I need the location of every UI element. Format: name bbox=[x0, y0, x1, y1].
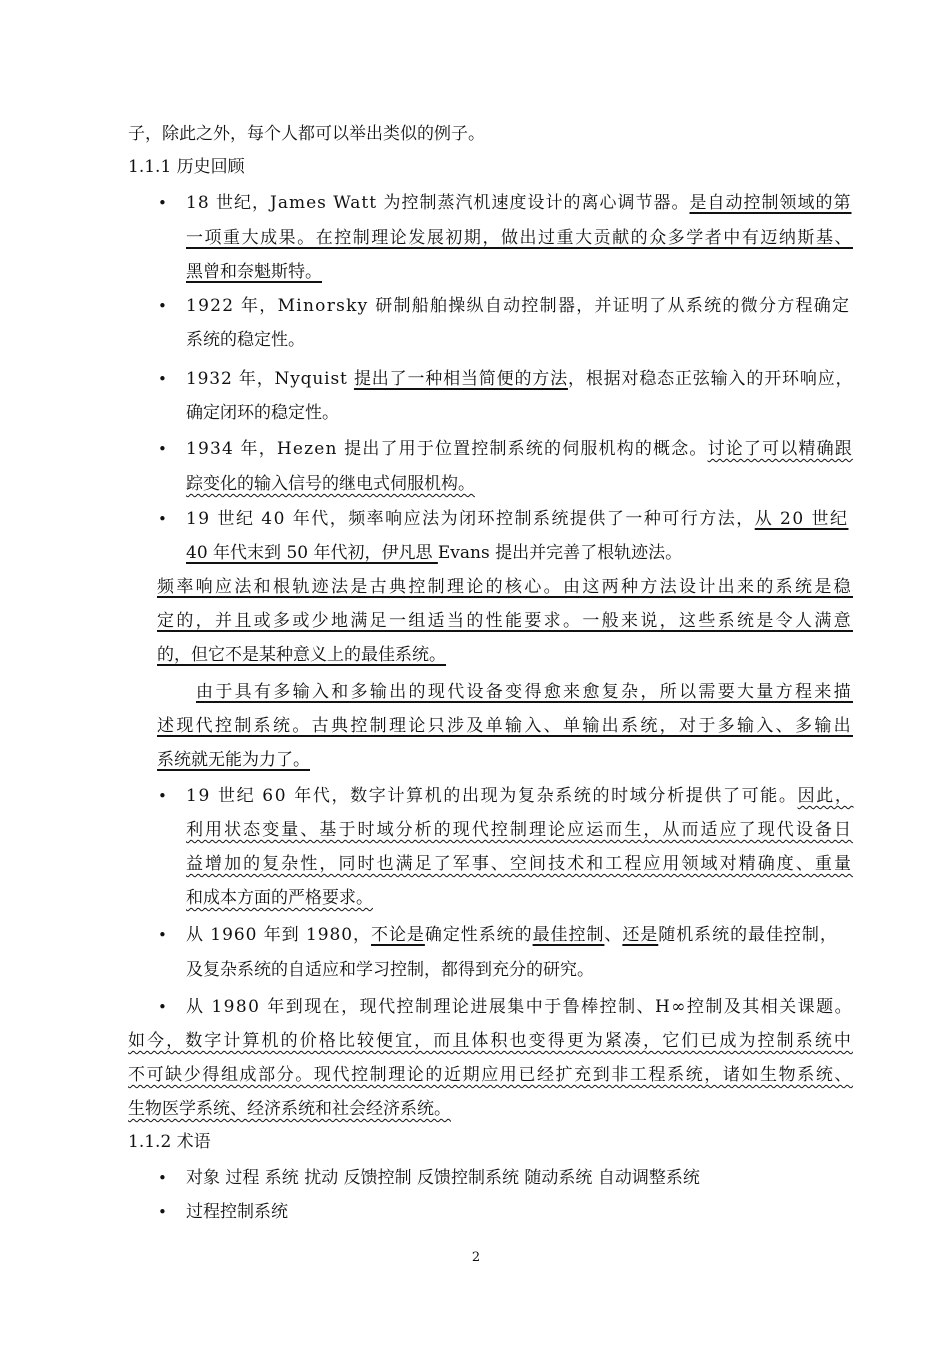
wavy-underlined-text: 益增加的复杂性，同时也满足了军事、空间技术和工程应用领域对精确度、重量 bbox=[186, 854, 853, 874]
underlined-text: 的，但它不是某种意义上的最佳系统。 bbox=[157, 645, 446, 665]
wavy-underlined-text: 因此， bbox=[797, 786, 854, 806]
bullet-icon: • bbox=[158, 510, 167, 528]
text-line bbox=[186, 260, 322, 284]
text-line bbox=[157, 643, 446, 667]
text-segment: 从 1980 年到现在，现代控制理论进展集中于鲁棒控制、H∞控制及其相关课题。 bbox=[186, 997, 854, 1017]
text-segment: 对象 过程 系统 扰动 反馈控制 反馈控制系统 随动系统 自动调整系统 bbox=[186, 1168, 700, 1188]
text-line bbox=[186, 818, 853, 842]
underlined-text: 提出了一种相当简便的方法 bbox=[353, 369, 568, 389]
text-line bbox=[186, 1200, 288, 1224]
underlined-text: 40 年代末到 50 年代初，伊凡思 bbox=[186, 543, 438, 563]
text-line bbox=[186, 226, 853, 250]
bullet-icon: • bbox=[158, 440, 167, 458]
underlined-text: 述现代控制系统。古典控制理论只涉及单输入、单输出系统，对于多输入、多输出 bbox=[157, 716, 853, 736]
bullet-icon: • bbox=[158, 370, 167, 388]
text-line bbox=[186, 507, 848, 531]
text-segment: 19 世纪 40 年代，频率响应法为闭环控制系统提供了一种可行方法， bbox=[186, 509, 755, 529]
text-line bbox=[157, 748, 310, 772]
text-segment: 从 1960 年到 1980， bbox=[186, 925, 372, 945]
text-line bbox=[186, 886, 373, 910]
text-segment: ，根据对稳态正弦输入的开环响应， bbox=[567, 369, 854, 389]
text-segment: Evans 提出并完善了根轨迹法。 bbox=[437, 543, 683, 563]
bullet-icon: • bbox=[158, 1169, 167, 1187]
underlined-text: 定的，并且或多或少地满足一组适当的性能要求。一般来说，这些系统是令人满意 bbox=[157, 611, 853, 631]
text-line bbox=[128, 1029, 853, 1053]
text-line bbox=[186, 191, 852, 215]
text-segment: 1932 年，Nyquist bbox=[186, 369, 354, 389]
bullet-icon: • bbox=[158, 998, 167, 1016]
text-segment: 随机系统的最佳控制， bbox=[658, 925, 838, 945]
underlined-text: 由于具有多输入和多输出的现代设备变得愈来愈复杂，所以需要大量方程来描 bbox=[196, 682, 853, 702]
text-segment: 及复杂系统的自适应和学习控制，都得到充分的研究。 bbox=[186, 960, 594, 980]
wavy-underlined-text: 不可缺少得组成部分。现代控制理论的近期应用已经扩充到非工程系统，诸如生物系统、 bbox=[128, 1065, 853, 1085]
text-line bbox=[186, 367, 853, 391]
text-line bbox=[128, 122, 485, 146]
text-line bbox=[186, 472, 475, 496]
bullet-icon: • bbox=[158, 194, 167, 212]
text-segment: 18 世纪，James Watt 为控制蒸汽机速度设计的离心调节器。 bbox=[186, 193, 690, 213]
text-line bbox=[128, 155, 245, 179]
bullet-icon: • bbox=[158, 1203, 167, 1221]
text-segment: 19 世纪 60 年代，数字计算机的出现为复杂系统的时域分析提供了可能。 bbox=[186, 786, 798, 806]
underlined-text: 系统就无能为力了。 bbox=[157, 750, 310, 770]
underlined-text: 一项重大成果。在控制理论发展初期，做出过重大贡献的众多学者中有迈纳斯基、 bbox=[186, 228, 853, 248]
underlined-text: 是自动控制领域的第 bbox=[689, 193, 852, 213]
text-line bbox=[196, 680, 853, 704]
text-line bbox=[186, 784, 854, 808]
text-segment: 1.1.2 术语 bbox=[128, 1132, 211, 1152]
underlined-text: 从 20 世纪 bbox=[754, 509, 849, 529]
wavy-underlined-text: 和成本方面的严格要求。 bbox=[186, 888, 373, 908]
wavy-underlined-text: 利用状态变量、基于时域分析的现代控制理论应运而生，从而适应了现代设备日 bbox=[186, 820, 853, 840]
bullet-icon: • bbox=[158, 787, 167, 805]
text-line bbox=[186, 328, 305, 352]
text-segment: 系统的稳定性。 bbox=[186, 330, 305, 350]
text-segment: 子，除此之外，每个人都可以举出类似的例子。 bbox=[128, 124, 485, 144]
text-segment: 确定性系统的 bbox=[424, 925, 533, 945]
text-line bbox=[186, 923, 838, 947]
wavy-underlined-text: 讨论了可以精确跟 bbox=[707, 439, 853, 459]
text-segment: 1.1.1 历史回顾 bbox=[128, 157, 245, 177]
text-line bbox=[128, 1130, 211, 1154]
underlined-text: 最佳控制 bbox=[532, 925, 605, 945]
text-line bbox=[128, 1063, 853, 1087]
wavy-underlined-text: 生物医学系统、经济系统和社会经济系统。 bbox=[128, 1099, 451, 1119]
underlined-text: 黑曾和奈魁斯特。 bbox=[186, 262, 322, 282]
page-number: 2 bbox=[471, 1250, 481, 1265]
text-line bbox=[157, 575, 853, 599]
text-line bbox=[186, 541, 682, 565]
underlined-text: 还是 bbox=[622, 925, 659, 945]
text-segment: 1922 年，Minorsky 研制船舶操纵自动控制器，并证明了从系统的微分方程确定 bbox=[186, 296, 851, 316]
text-segment: 过程控制系统 bbox=[186, 1202, 288, 1222]
text-line bbox=[186, 437, 853, 461]
text-line bbox=[128, 1097, 451, 1121]
text-line bbox=[186, 294, 850, 318]
text-segment: 、 bbox=[604, 925, 623, 945]
text-line bbox=[157, 609, 853, 633]
bullet-icon: • bbox=[158, 926, 167, 944]
wavy-underlined-text: 踪变化的输入信号的继电式伺服机构。 bbox=[186, 474, 475, 494]
underlined-text: 频率响应法和根轨迹法是古典控制理论的核心。由这两种方法设计出来的系统是稳 bbox=[157, 577, 853, 597]
text-line bbox=[186, 995, 853, 1019]
text-segment: 确定闭环的稳定性。 bbox=[186, 403, 339, 423]
text-line bbox=[186, 401, 339, 425]
text-line bbox=[157, 714, 853, 738]
text-line bbox=[186, 1166, 700, 1190]
text-segment: 1934 年，Hezen 提出了用于位置控制系统的伺服机构的概念。 bbox=[186, 439, 708, 459]
wavy-underlined-text: 如今，数字计算机的价格比较便宜，而且体积也变得更为紧凑，它们已成为控制系统中 bbox=[128, 1031, 853, 1051]
text-line bbox=[186, 852, 853, 876]
text-line bbox=[186, 958, 594, 982]
underlined-text: 不论是 bbox=[371, 925, 425, 945]
bullet-icon: • bbox=[158, 297, 167, 315]
